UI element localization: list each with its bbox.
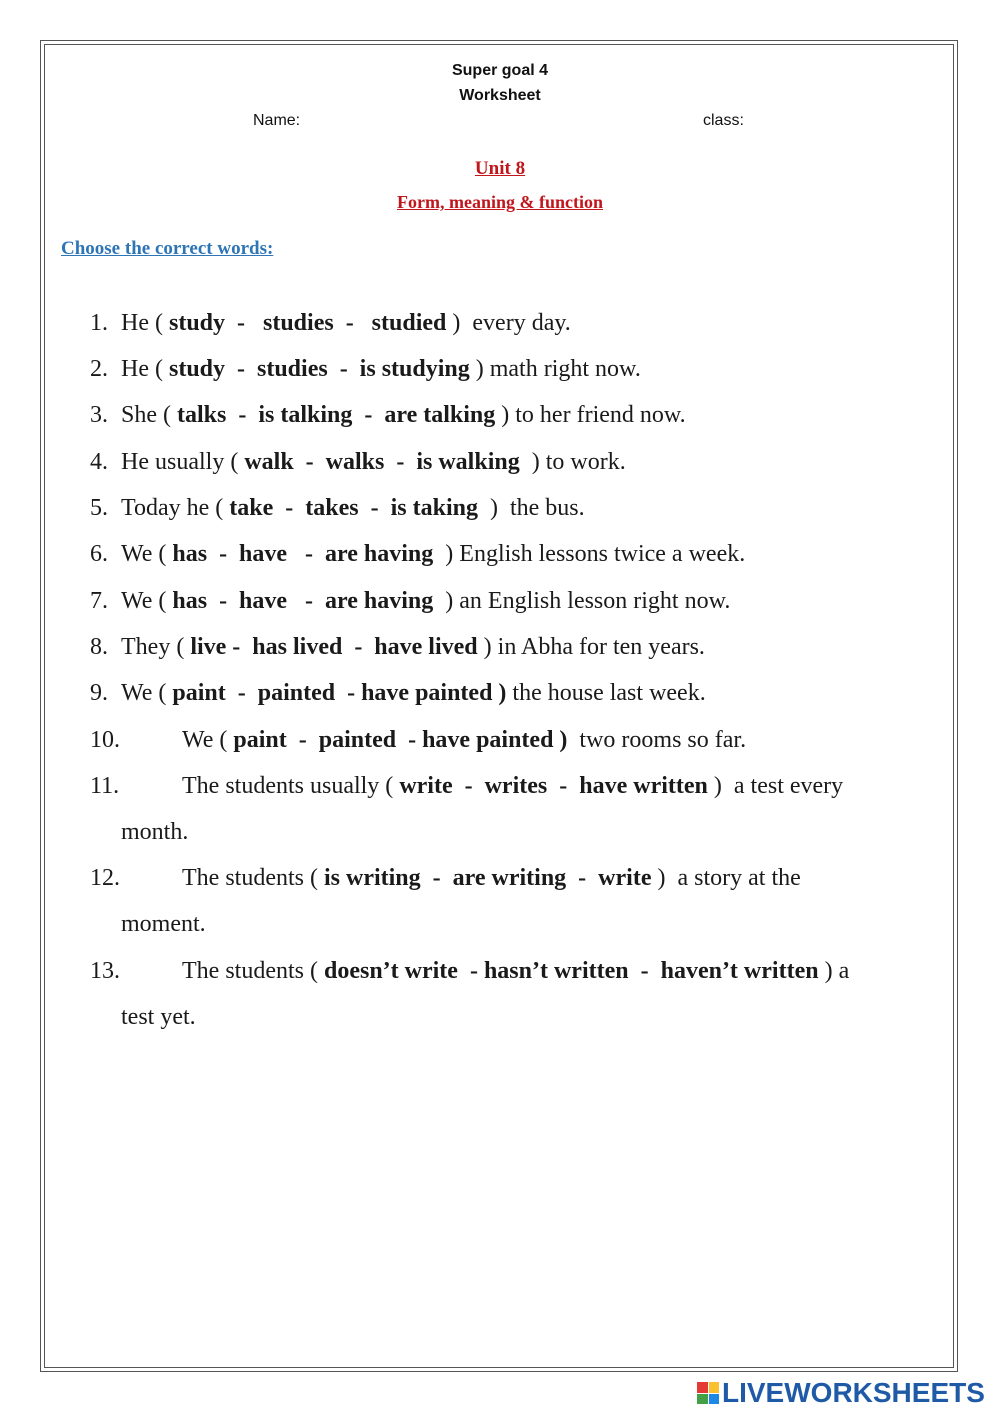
question-prefix: They (: [121, 634, 191, 660]
question-line: [182, 948, 849, 994]
question-prefix: We (: [121, 588, 173, 614]
question-suffix: to work.: [539, 449, 626, 475]
instruction: Choose the correct words:: [61, 238, 274, 259]
question-continuation: moment.: [121, 911, 206, 937]
answer-options[interactable]: take - takes - is taking: [229, 495, 478, 521]
question-close-paren: ): [818, 958, 833, 984]
question-number: 13.: [90, 958, 120, 984]
question-number: 10.: [90, 727, 120, 753]
question-line: [182, 763, 843, 809]
unit-title: Unit 8: [474, 158, 526, 179]
question-line: [121, 346, 641, 392]
question-line: [121, 531, 745, 577]
question-number: 6.: [90, 541, 108, 567]
question-close-paren: ): [651, 865, 666, 891]
answer-options[interactable]: talks - is talking - are talking: [177, 402, 496, 428]
question-number: 9.: [90, 680, 108, 706]
question-close-paren: ): [707, 773, 722, 799]
question-suffix: two rooms so far.: [567, 727, 747, 753]
question-close-paren: ): [446, 310, 461, 336]
question-prefix: Today he (: [121, 495, 230, 521]
answer-options[interactable]: has - have - are having: [172, 541, 434, 567]
question-line: [121, 670, 706, 716]
question-prefix: He (: [121, 310, 169, 336]
question-line: [121, 578, 730, 624]
answer-options[interactable]: write - writes - have written: [399, 773, 708, 799]
question-close-paren: ): [433, 541, 454, 567]
question-number: 11.: [90, 773, 120, 799]
question-line: [182, 855, 801, 901]
question-suffix: a story at the: [665, 865, 801, 891]
question-suffix: English lessons twice a week.: [453, 541, 746, 567]
question-line: [121, 300, 571, 346]
answer-options[interactable]: doesn’t write - hasn’t written - haven’t written: [323, 958, 819, 984]
question-line: [121, 485, 585, 531]
question-suffix: a test every: [721, 773, 844, 799]
question-number: 7.: [90, 588, 108, 614]
question-line: [121, 439, 626, 485]
question-suffix: in Abha for ten years.: [491, 634, 705, 660]
answer-options[interactable]: study - studies - is studying: [168, 356, 470, 382]
worksheet-title: Super goal 4: [451, 62, 549, 79]
liveworksheets-logo: [697, 1375, 985, 1411]
question-prefix: The students usually (: [182, 773, 400, 799]
question-suffix: every day.: [460, 310, 571, 336]
answer-options[interactable]: study - studies - studied: [168, 310, 447, 336]
question-line: [182, 717, 746, 763]
question-prefix: We (: [121, 680, 173, 706]
question-line: [121, 392, 686, 438]
question-line: [121, 624, 705, 670]
question-continuation: month.: [121, 819, 189, 845]
brand-name: LIVEWORKSHEETS: [722, 1377, 985, 1408]
question-prefix: We (: [121, 541, 173, 567]
question-close-paren: ): [469, 356, 484, 382]
question-number: 3.: [90, 402, 108, 428]
question-prefix: She (: [121, 402, 177, 428]
worksheet-subtitle: Worksheet: [459, 87, 541, 104]
question-suffix: to her friend now.: [509, 402, 686, 428]
question-suffix: the bus.: [497, 495, 585, 521]
question-suffix: an English lesson right now.: [453, 588, 731, 614]
question-prefix: The students (: [182, 958, 324, 984]
class-label: class:: [703, 112, 744, 129]
question-number: 8.: [90, 634, 108, 660]
question-suffix: math right now.: [483, 356, 641, 382]
question-close-paren: ): [519, 449, 540, 475]
question-number: 12.: [90, 865, 120, 891]
answer-options[interactable]: walk - walks - is walking: [244, 449, 520, 475]
answer-options[interactable]: live - has lived - have lived: [190, 634, 478, 660]
question-prefix: He usually (: [121, 449, 245, 475]
question-prefix: The students (: [182, 865, 324, 891]
answer-options[interactable]: paint - painted - have painted ): [172, 680, 507, 706]
question-continuation: test yet.: [121, 1004, 196, 1030]
answer-options[interactable]: is writing - are writing - write: [323, 865, 652, 891]
question-close-paren: ): [477, 495, 498, 521]
question-prefix: We (: [182, 727, 234, 753]
question-prefix: He (: [121, 356, 169, 382]
question-suffix: the house last week.: [506, 680, 706, 706]
answer-options[interactable]: paint - painted - have painted ): [233, 727, 568, 753]
question-close-paren: ): [433, 588, 454, 614]
name-label: Name:: [253, 112, 301, 129]
question-close-paren: ): [495, 402, 510, 428]
question-suffix: a: [832, 958, 850, 984]
question-number: 4.: [90, 449, 108, 475]
logo-icon: [697, 1382, 719, 1404]
question-number: 1.: [90, 310, 108, 336]
question-close-paren: ): [477, 634, 492, 660]
question-number: 2.: [90, 356, 108, 382]
question-number: 5.: [90, 495, 108, 521]
answer-options[interactable]: has - have - are having: [172, 588, 434, 614]
unit-subtitle: Form, meaning & function: [397, 192, 603, 212]
